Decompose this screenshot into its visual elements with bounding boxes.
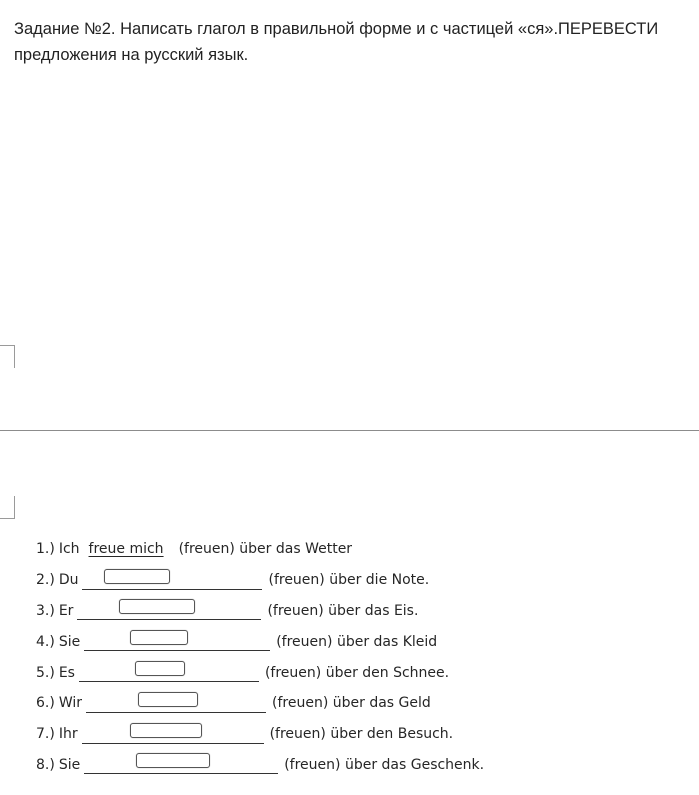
row-hint: (freuen) über das Kleid <box>276 633 438 650</box>
task-instruction: Задание №2. Написать глагол в правильной форме и с частицей «ся».ПЕРЕВЕСТИ предложения на русский язык. <box>14 20 659 64</box>
answer-blank <box>77 601 261 620</box>
answer-text: freue mich <box>88 541 164 558</box>
row-pronoun: Sie <box>58 756 81 773</box>
exercise-row-2 <box>36 565 596 596</box>
row-pronoun: Ihr <box>58 726 78 743</box>
answer-blank <box>84 755 278 774</box>
row-hint: (freuen) über das Wetter <box>178 541 353 558</box>
row-number: 3.) <box>36 602 55 619</box>
exercise-row-5 <box>36 657 596 688</box>
row-pronoun: Du <box>58 572 79 589</box>
row-number: 5.) <box>36 664 55 681</box>
row-number: 2.) <box>36 572 55 589</box>
row-pronoun: Es <box>58 664 75 681</box>
exercise-row-7 <box>36 719 596 750</box>
row-number: 4.) <box>36 633 55 650</box>
row-number: 7.) <box>36 726 55 743</box>
answer-blank <box>82 725 264 744</box>
exercise-row-6 <box>36 688 596 719</box>
answer-filled <box>86 541 167 557</box>
answer-input-box[interactable] <box>130 630 188 645</box>
page-corner-mark-bottom <box>0 496 15 519</box>
row-pronoun: Ich <box>58 541 80 558</box>
answer-blank <box>82 571 262 590</box>
row-pronoun: Sie <box>58 633 81 650</box>
row-hint: (freuen) über den Schnee. <box>264 664 450 681</box>
answer-blank <box>84 632 270 651</box>
row-pronoun: Er <box>58 602 74 619</box>
answer-input-box[interactable] <box>138 692 198 707</box>
row-hint: (freuen) über den Besuch. <box>269 726 454 743</box>
row-pronoun: Wir <box>58 695 83 712</box>
page-divider <box>0 430 699 431</box>
answer-input-box[interactable] <box>104 569 170 584</box>
row-number: 6.) <box>36 695 55 712</box>
exercise-row-4 <box>36 626 596 657</box>
page-corner-mark-top <box>0 345 15 368</box>
answer-input-box[interactable] <box>136 753 210 768</box>
row-hint: (freuen) über das Geschenk. <box>284 756 485 773</box>
row-hint: (freuen) über das Geld <box>272 695 431 712</box>
row-hint: (freuen) über die Note. <box>268 572 430 589</box>
exercise-list <box>36 534 596 780</box>
answer-blank <box>79 663 259 682</box>
answer-input-box[interactable] <box>130 723 202 738</box>
exercise-row-8 <box>36 750 596 781</box>
row-number: 8.) <box>36 756 55 773</box>
answer-blank <box>86 694 266 713</box>
exercise-row-1 <box>36 534 596 565</box>
row-hint: (freuen) über das Eis. <box>267 602 419 619</box>
answer-input-box[interactable] <box>119 599 195 614</box>
exercise-row-3 <box>36 596 596 627</box>
row-number: 1.) <box>36 541 55 558</box>
answer-input-box[interactable] <box>135 661 185 676</box>
